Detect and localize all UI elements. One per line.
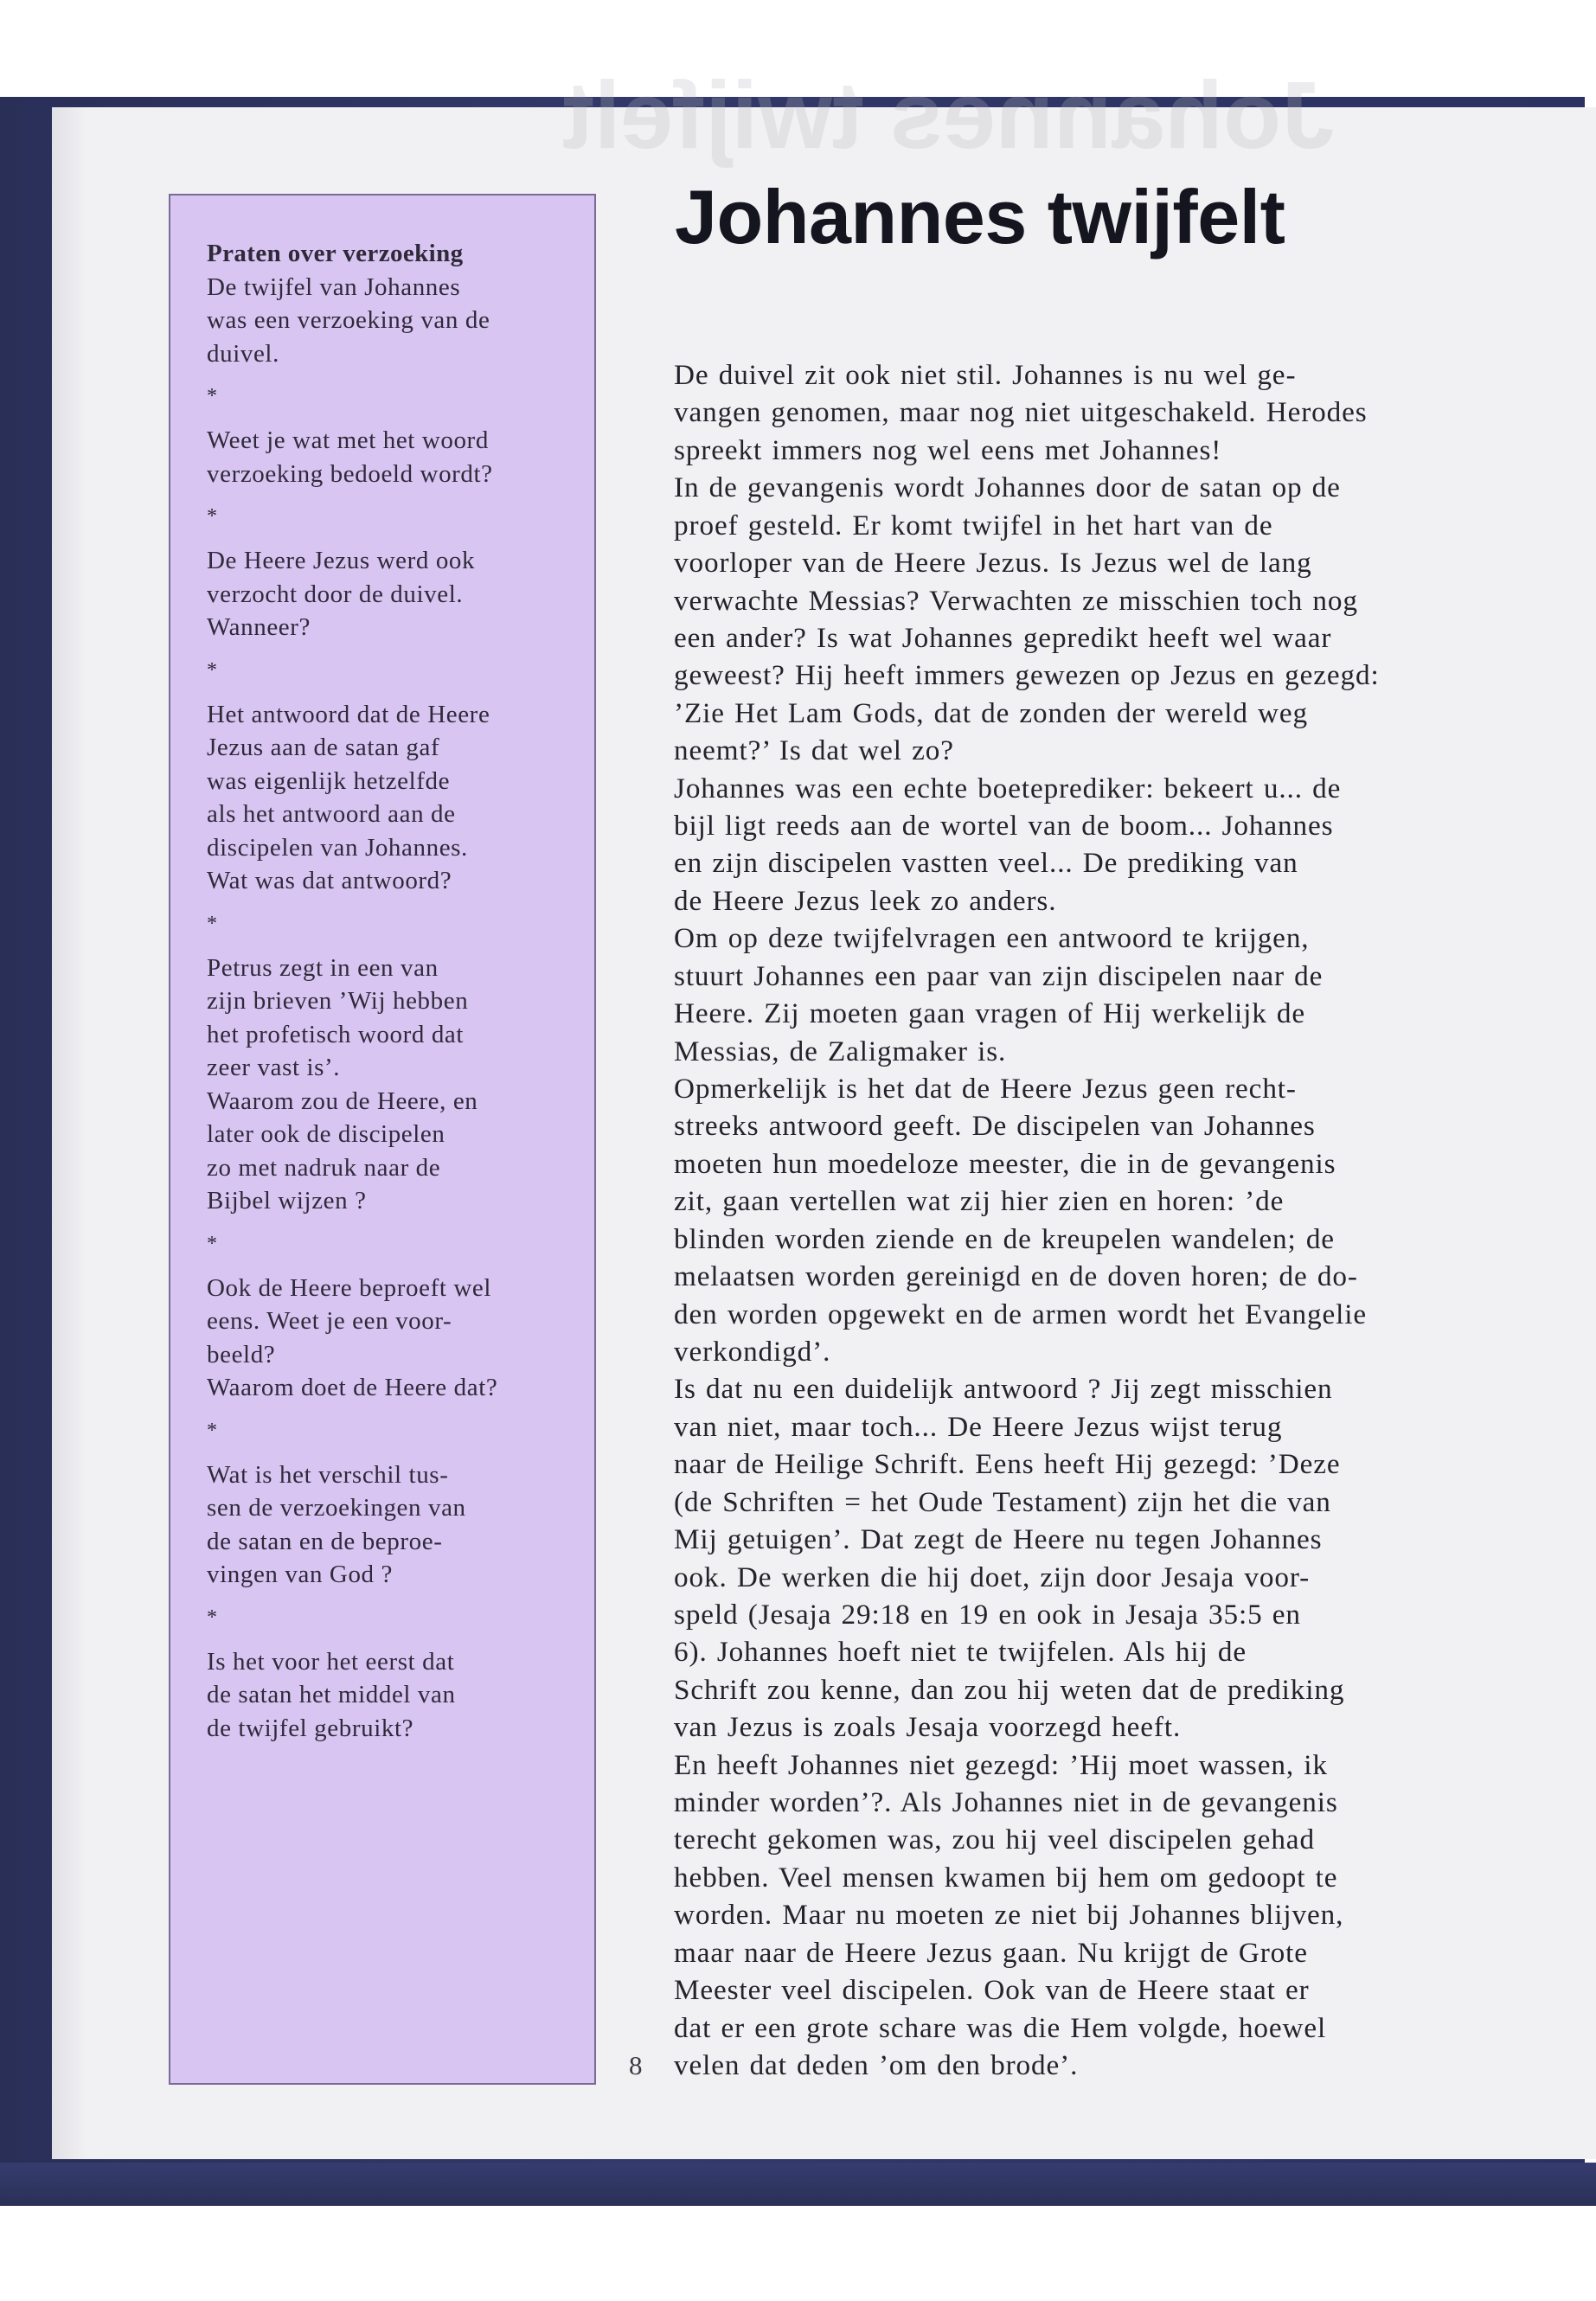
bullet-star: *: [207, 1232, 218, 1255]
show-through-title: Johannes twijfelt: [562, 62, 1335, 169]
bullet-star: *: [207, 385, 218, 407]
sidebar-question: De Heere Jezus werd ook verzocht door de duivel. Wanneer?: [207, 547, 476, 641]
discussion-sidebar: [169, 194, 596, 2085]
show-through-text: [562, 61, 1334, 170]
bullet-star: *: [207, 505, 218, 528]
sidebar-question: Wat is het verschil tus- sen de verzoekingen van de satan en de beproe- vingen van God ?: [207, 1460, 466, 1588]
sidebar-question: Petrus zegt in een van zijn brieven ’Wij hebben het profetisch woord dat zeer vast is’. Waarom zou de Heere, en later ook de discipelen zo met nadruk naar de Bijbel wijzen ?: [207, 953, 478, 1215]
sidebar-question: Is het voor het eerst dat de satan het middel van de twijfel gebruikt?: [207, 1647, 456, 1742]
bullet-star: *: [207, 1419, 218, 1442]
bullet-star: *: [207, 912, 218, 935]
sidebar-question: Ook de Heere beproeft wel eens. Weet je een voor- beeld? Waarom doet de Heere dat?: [207, 1273, 498, 1401]
page-number: 8: [629, 2050, 643, 2080]
bullet-star: *: [207, 658, 218, 682]
sidebar-question: Weet je wat met het woord verzoeking bedoeld wordt?: [207, 426, 493, 488]
sidebar-question: Het antwoord dat de Heere Jezus aan de satan gaf was eigenlijk hetzelfde als het antwoord aan de discipelen van Johannes. Wat was dat antwoord?: [207, 700, 490, 894]
article-body: De duivel zit ook niet stil. Johannes is nu wel ge- vangen genomen, maar nog niet uitgeschakeld. Herodes spreekt immers nog wel eens met Johannes! In de gevangenis wordt Johannes door de satan op de proef gesteld. Er komt twijfel in het hart van de voorloper van de Heere Jezus. Is Jezus wel de lang verwachte Messias? Verwachten ze misschien toch nog een ander? Is wat Johannes gepredikt heeft wel waar geweest? Hij heeft immers gewezen op Jezus en gezegd: ’Zie Het Lam Gods, dat de zonden der wereld weg neemt?’ Is dat wel zo? Johannes was een echte boeteprediker: bekeert u... de bijl ligt reeds aan de wortel van de boom... Johannes en zijn discipelen vastten veel... De prediking van de Heere Jezus leek zo anders. Om op deze twijfelvragen een antwoord te krijgen, stuurt Johannes een paar van zijn discipelen naar de Heere. Zij moeten gaan vragen of Hij werkelijk de Messias, de Zaligmaker is. Opmerkelijk is het dat de Heere Jezus geen recht- streeks antwoord geeft. De discipelen van Johannes moeten hun moedeloze meester, die in de gevangenis zit, gaan vertellen wat zij hier zien en horen: ’de blinden worden ziende en de kreupelen wandelen; de melaatsen worden gereinigd en de doven horen; de do- den worden opgewekt en de armen wordt het Evangelie verkondigd’. Is dat nu een duidelijk antwoord ? Jij zegt misschien van niet, maar toch... De Heere Jezus wijst terug naar de Heilige Schrift. Eens heeft Hij gezegd: ’Deze (de Schriften = het Oude Testament) zijn het die van Mij getuigen’. Dat zegt de Heere nu tegen Johannes ook. De werken die hij doet, zijn door Jesaja voor- speld (Jesaja 29:18 en 19 en ook in Jesaja 35:5 en 6). Johannes hoeft niet te twijfelen. Als hij de Schrift zou kenne, dan zou hij weten dat de prediking van Jezus is zoals Jesaja voorzegd heeft. En heeft Johannes niet gezegd: ’Hij moet wassen, ik minder worden’?. Als Johannes niet in de gevangenis terecht gekomen was, zou hij veel discipelen gehad hebben. Veel mensen kwamen bij hem om gedoopt te worden. Maar nu moeten ze niet bij Johannes blijven, maar naar de Heere Jezus gaan. Nu krijgt de Grote Meester veel discipelen. Ook van de Heere staat er dat er een grote schare was die Hem volgde, hoewel velen dat deden ’om den brode’.: [674, 359, 1380, 2081]
sidebar-heading: Praten over verzoeking: [207, 240, 464, 267]
page-binding-edge: [52, 107, 87, 2159]
book-cover-bottom: [0, 2163, 1596, 2206]
page-title: Johannes twijfelt: [675, 174, 1285, 260]
sidebar-intro: De twijfel van Johannes was een verzoeking van de duivel.: [207, 272, 490, 368]
bullet-star: *: [207, 1606, 218, 1629]
